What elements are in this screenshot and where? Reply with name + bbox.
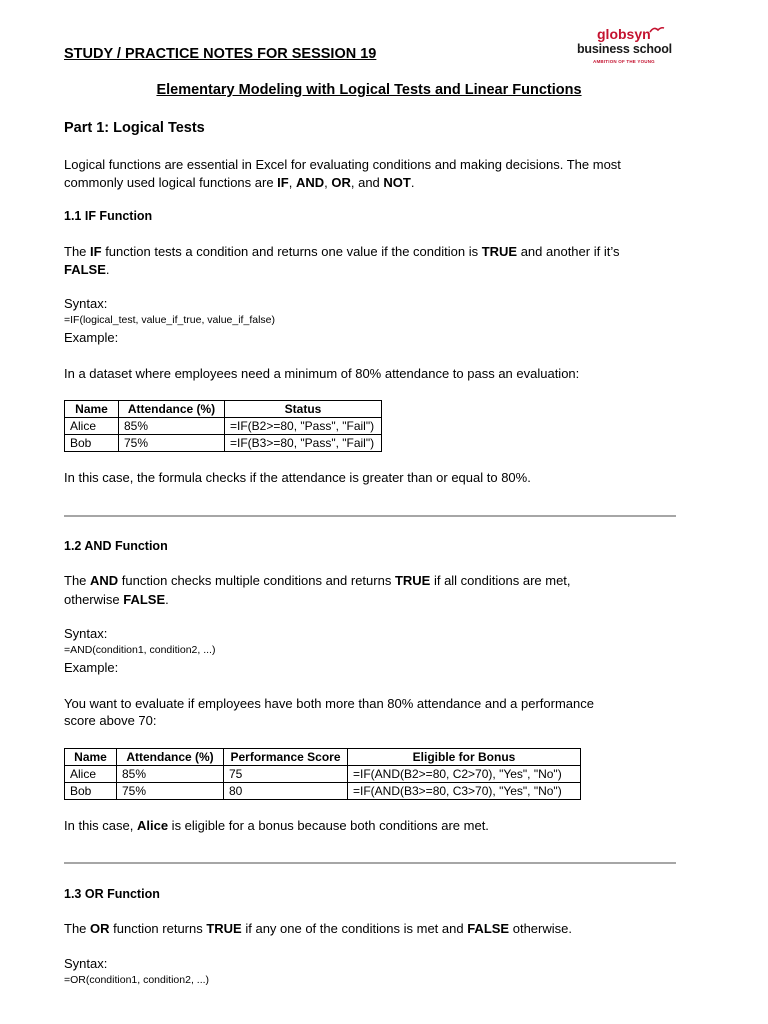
- text: The: [64, 921, 91, 936]
- or-syntax: =OR(condition1, condition2, ...): [64, 974, 210, 986]
- and-desc-line-1: [64, 572, 571, 590]
- keyword: TRUE: [206, 921, 242, 936]
- table-cell: Alice: [65, 418, 119, 435]
- section-divider: [64, 515, 676, 517]
- text: if all conditions are met,: [430, 573, 571, 588]
- intro-sep: , and: [350, 175, 384, 190]
- table-row: [65, 783, 581, 800]
- table-header: Performance Score: [224, 749, 348, 766]
- and-example-label: Example:: [64, 660, 119, 675]
- intro-line-2: [64, 174, 414, 192]
- if-section-heading: 1.1 IF Function: [64, 209, 153, 223]
- table-header: Status: [225, 401, 382, 418]
- text: and another if it’s: [517, 244, 620, 259]
- and-note: [64, 817, 489, 835]
- if-example-table: [64, 400, 382, 452]
- and-syntax: =AND(condition1, condition2, ...): [64, 644, 216, 656]
- text: if any one of the conditions is met and: [241, 921, 468, 936]
- document-title: [0, 82, 738, 98]
- text: otherwise: [64, 592, 124, 607]
- if-example-label: Example:: [64, 330, 119, 345]
- text: function tests a condition and returns one value if the condition is: [101, 244, 482, 259]
- table-header: Attendance (%): [119, 401, 225, 418]
- text: .: [165, 592, 169, 607]
- session-title: STUDY / PRACTICE NOTES FOR SESSION 19: [64, 46, 377, 62]
- table-row: [65, 435, 382, 452]
- or-desc: [64, 920, 572, 938]
- intro-line-1: Logical functions are essential in Excel for evaluating conditions and making decisions. The most: [64, 157, 621, 172]
- text: The: [64, 573, 91, 588]
- if-note: In this case, the formula checks if the attendance is greater than or equal to 80%.: [64, 470, 531, 485]
- if-desc-line-1: [64, 243, 619, 261]
- table-header: Name: [65, 749, 117, 766]
- table-header-row: [65, 401, 382, 418]
- logo-tagline: AMBITION OF THE YOUNG: [593, 59, 655, 64]
- table-cell: 80: [224, 783, 348, 800]
- intro-sep: ,: [288, 175, 296, 190]
- text: function returns: [109, 921, 207, 936]
- or-syntax-label: Syntax:: [64, 956, 108, 971]
- table-row: [65, 766, 581, 783]
- globsyn-logo: [577, 26, 677, 68]
- table-cell: =IF(AND(B3>=80, C3>70), "Yes", "No"): [348, 783, 581, 800]
- table-cell: 75%: [119, 435, 225, 452]
- and-example-table: [64, 748, 581, 800]
- keyword: IF: [90, 244, 102, 259]
- text: The: [64, 244, 91, 259]
- table-cell: Alice: [65, 766, 117, 783]
- table-header: Name: [65, 401, 119, 418]
- text: function checks multiple conditions and returns: [118, 573, 395, 588]
- section-divider: [64, 862, 676, 864]
- intro-if: IF: [277, 175, 289, 190]
- table-cell: 75: [224, 766, 348, 783]
- table-cell: =IF(B2>=80, "Pass", "Fail"): [225, 418, 382, 435]
- intro-end: .: [410, 175, 415, 190]
- bird-icon: [649, 26, 665, 34]
- part-heading: Part 1: Logical Tests: [64, 120, 205, 136]
- if-syntax: =IF(logical_test, value_if_true, value_if_false): [64, 314, 275, 326]
- intro-not: NOT: [383, 175, 411, 190]
- table-header: Eligible for Bonus: [348, 749, 581, 766]
- table-cell: 85%: [119, 418, 225, 435]
- and-section-heading: 1.2 AND Function: [64, 539, 168, 553]
- table-cell: =IF(B3>=80, "Pass", "Fail"): [225, 435, 382, 452]
- table-cell: 85%: [117, 766, 224, 783]
- keyword: TRUE: [394, 573, 431, 588]
- and-example-text-2: score above 70:: [64, 713, 157, 728]
- table-header-row: [65, 749, 581, 766]
- logo-school: business school: [577, 42, 672, 56]
- intro-or: OR: [331, 175, 351, 190]
- table-cell: Bob: [65, 435, 119, 452]
- and-example-text-1: You want to evaluate if employees have both more than 80% attendance and a performance: [64, 696, 594, 711]
- text: otherwise.: [509, 921, 572, 936]
- table-cell: 75%: [117, 783, 224, 800]
- keyword: OR: [90, 921, 110, 936]
- text: is eligible for a bonus because both conditions are met.: [168, 818, 489, 833]
- document-title-text: Elementary Modeling with Logical Tests and Linear Functions: [156, 82, 582, 98]
- and-desc-line-2: [64, 591, 169, 609]
- intro-and: AND: [295, 175, 325, 190]
- intro-sep: ,: [324, 175, 332, 190]
- table-row: [65, 418, 382, 435]
- or-section-heading: 1.3 OR Function: [64, 887, 160, 901]
- keyword: FALSE: [123, 592, 166, 607]
- if-desc-line-2: [64, 261, 110, 279]
- logo-name: globsyn: [597, 26, 651, 42]
- keyword: FALSE: [467, 921, 510, 936]
- intro-text: commonly used logical functions are: [64, 175, 278, 190]
- text: .: [105, 262, 110, 277]
- table-cell: Bob: [65, 783, 117, 800]
- keyword: TRUE: [481, 244, 518, 259]
- table-header: Attendance (%): [117, 749, 224, 766]
- text: In this case,: [64, 818, 137, 833]
- if-example-text: In a dataset where employees need a minimum of 80% attendance to pass an evaluation:: [64, 366, 580, 381]
- keyword: AND: [90, 573, 119, 588]
- if-syntax-label: Syntax:: [64, 296, 108, 311]
- and-syntax-label: Syntax:: [64, 626, 108, 641]
- keyword: Alice: [136, 818, 169, 833]
- table-cell: =IF(AND(B2>=80, C2>70), "Yes", "No"): [348, 766, 581, 783]
- keyword: FALSE: [64, 262, 106, 277]
